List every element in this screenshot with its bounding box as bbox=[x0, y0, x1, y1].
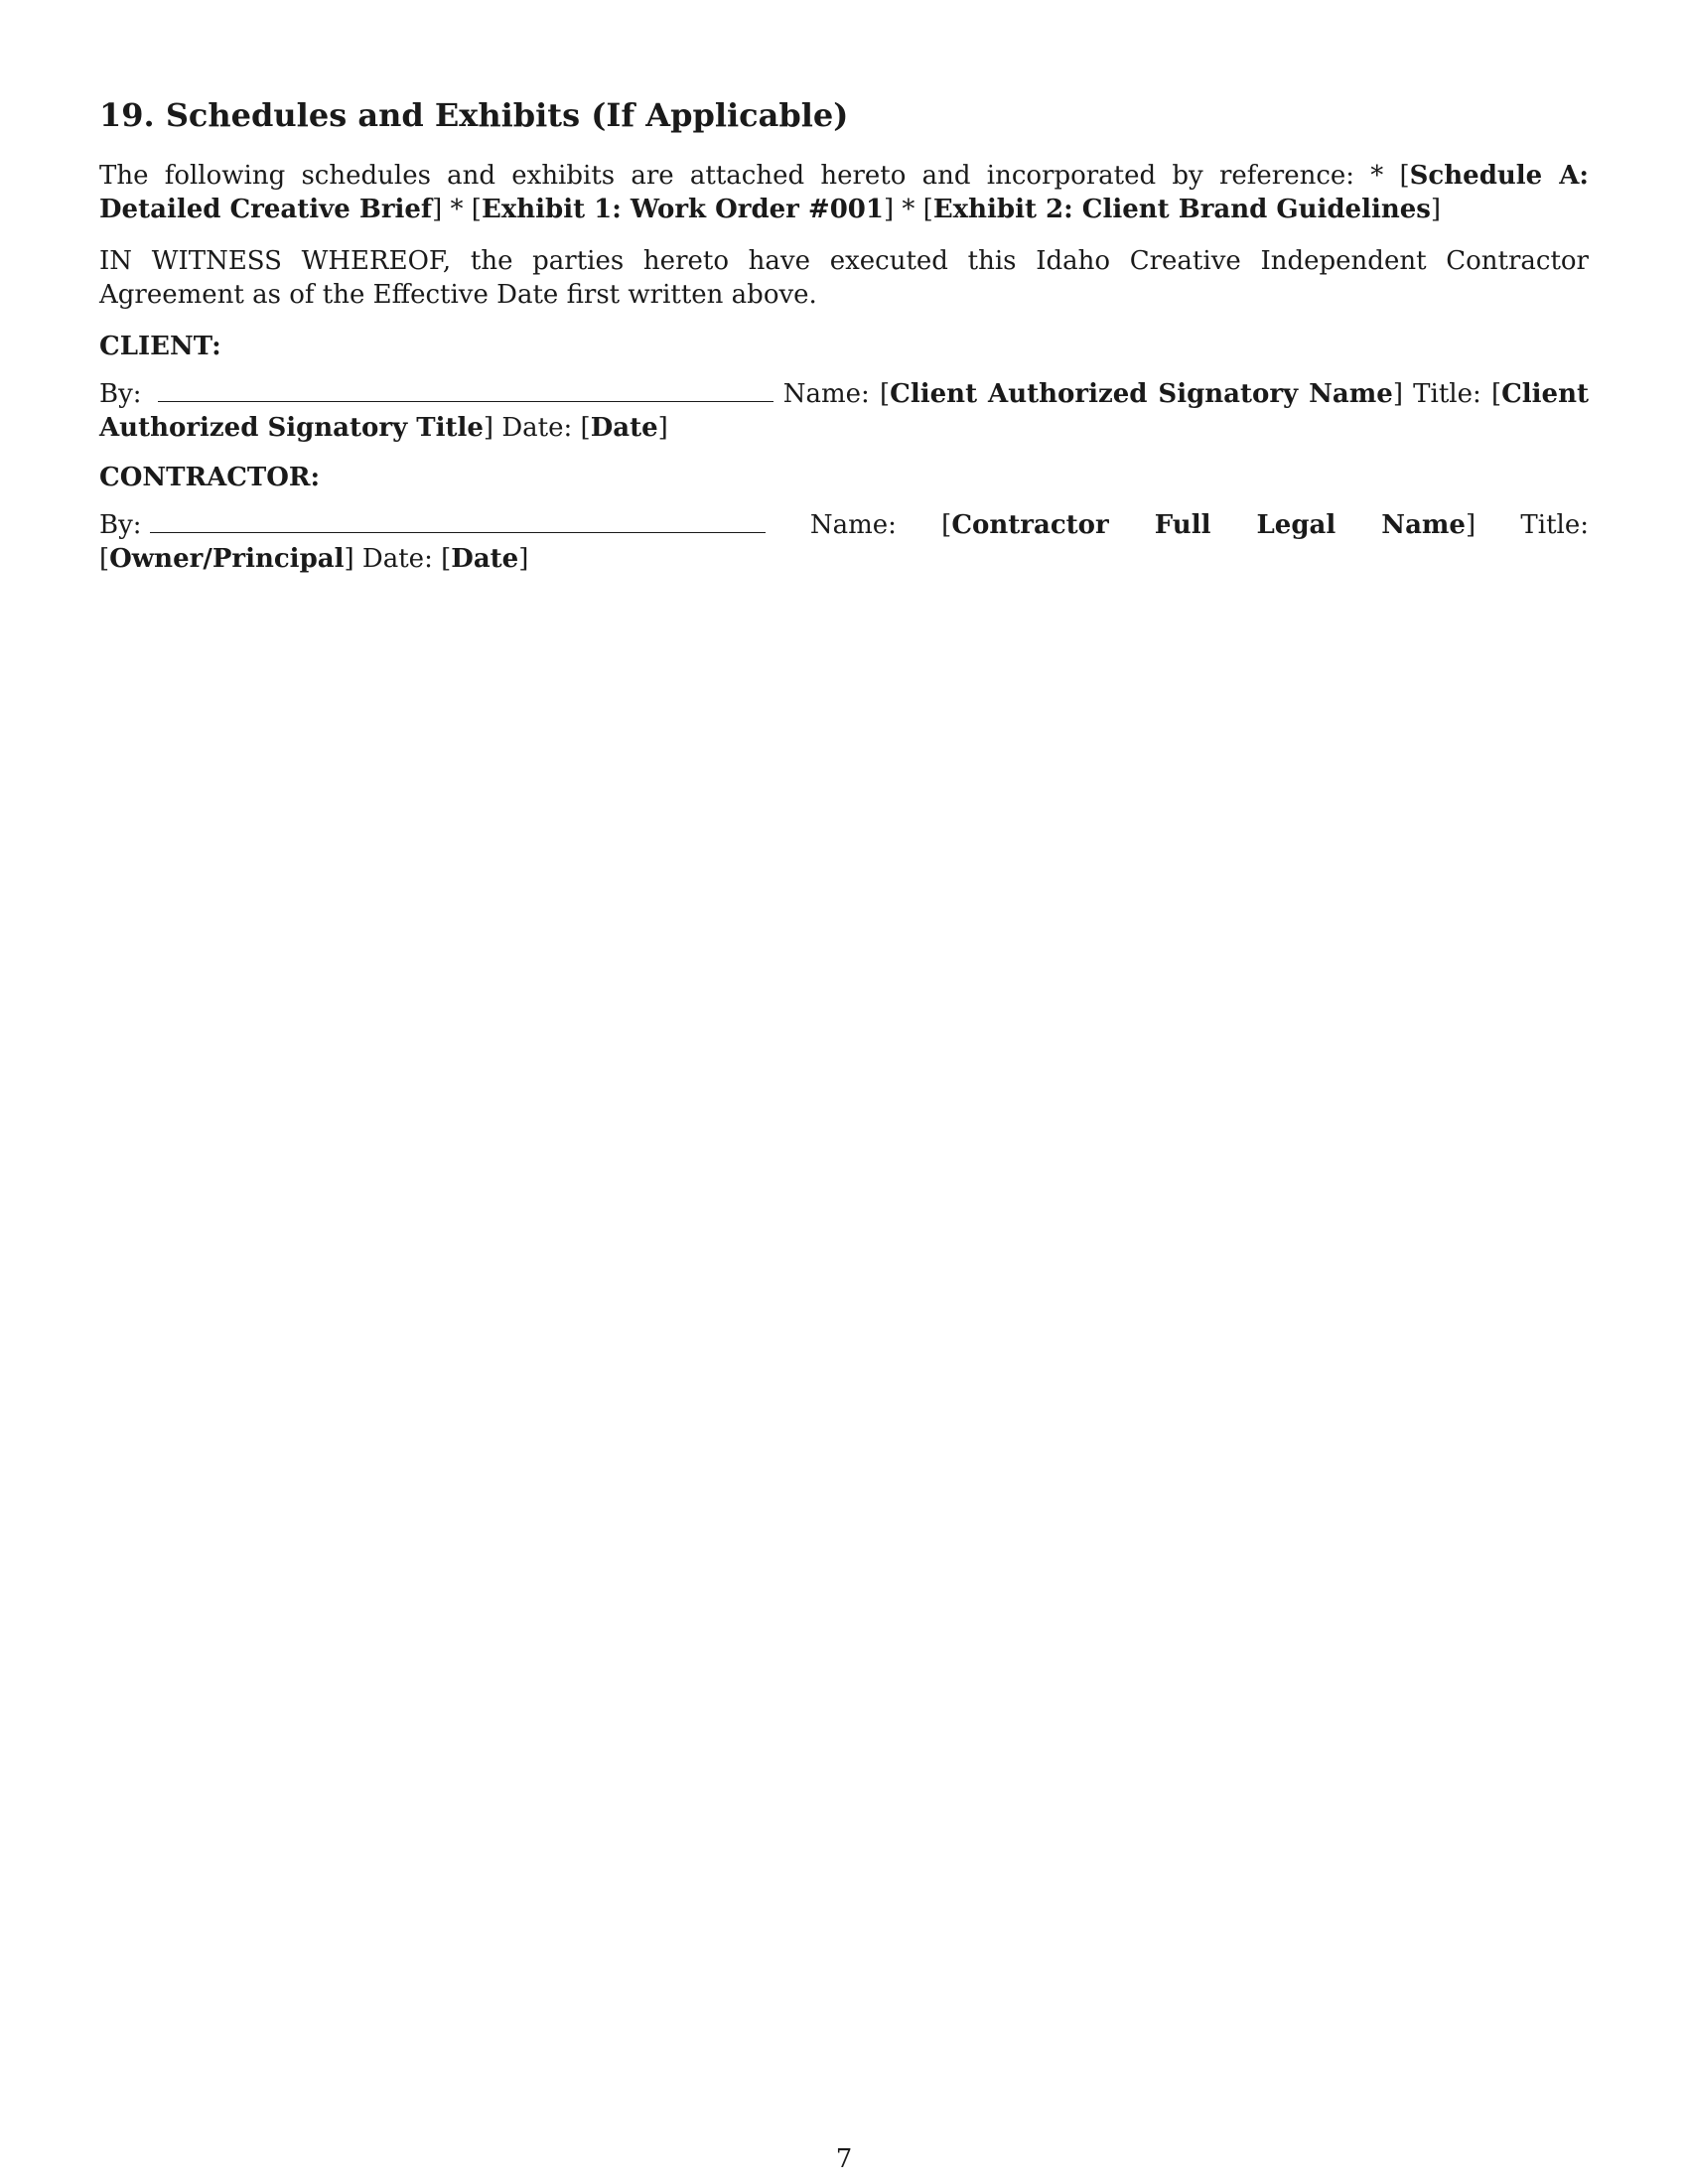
contractor-by-label: By: bbox=[99, 510, 142, 540]
client-signature-block: By: Name: [Client Authorized Signatory Name] Title: [Client Authorized Signatory Title] Date: [Date] bbox=[99, 379, 1589, 443]
section-number: 19. bbox=[99, 96, 155, 134]
schedules-paragraph: The following schedules and exhibits are attached hereto and incorporated by reference: * [Schedule A: Detailed Creative Brief] * [Exhibit 1: Work Order #001] * [Exhibit 2: Client Brand Guidelines] bbox=[99, 161, 1589, 224]
client-by-label: By: bbox=[99, 379, 142, 409]
document-page bbox=[99, 95, 1589, 592]
schedules-intro: The following schedules and exhibits are attached hereto and incorporated by reference: * [ bbox=[99, 161, 1410, 191]
witness-paragraph: IN WITNESS WHEREOF, the parties hereto have executed this Idaho Creative Independent Contractor Agreement as of the Effective Date first written above. bbox=[99, 246, 1589, 310]
contractor-title-value: Owner/Principal bbox=[109, 544, 345, 574]
client-date-label: Date: bbox=[501, 413, 573, 443]
contractor-name-label: Name: bbox=[809, 510, 897, 540]
schedule-item: Exhibit 1: Work Order #001 bbox=[481, 195, 884, 224]
contractor-date-value: Date bbox=[451, 544, 519, 574]
page-number: 7 bbox=[835, 2144, 853, 2174]
client-date-value: Date bbox=[590, 413, 658, 443]
contractor-title-label: Title: bbox=[1520, 510, 1589, 540]
contractor-name-value: Contractor Full Legal Name bbox=[951, 510, 1466, 540]
contractor-signature-line[interactable] bbox=[150, 510, 766, 533]
contractor-label: CONTRACTOR: bbox=[99, 463, 321, 492]
client-name-label: Name: bbox=[782, 379, 870, 409]
contractor-date-label: Date: bbox=[361, 544, 433, 574]
schedule-item: Exhibit 2: Client Brand Guidelines bbox=[932, 195, 1431, 224]
contractor-signature-block: By: Name: [Contractor Full Legal Name] Title: [Owner/Principal] Date: [Date] bbox=[99, 510, 1589, 574]
client-name-value: Client Authorized Signatory Name bbox=[890, 379, 1393, 409]
client-label: CLIENT: bbox=[99, 332, 221, 361]
client-signature-line[interactable] bbox=[158, 379, 774, 402]
section-heading bbox=[99, 95, 1589, 135]
schedule-item: Schedule A: Detailed Creative Brief bbox=[99, 161, 1589, 224]
section-title: Schedules and Exhibits (If Applicable) bbox=[165, 96, 849, 134]
client-title-value: Client Authorized Signatory Title bbox=[99, 379, 1589, 443]
client-title-label: Title: bbox=[1413, 379, 1481, 409]
